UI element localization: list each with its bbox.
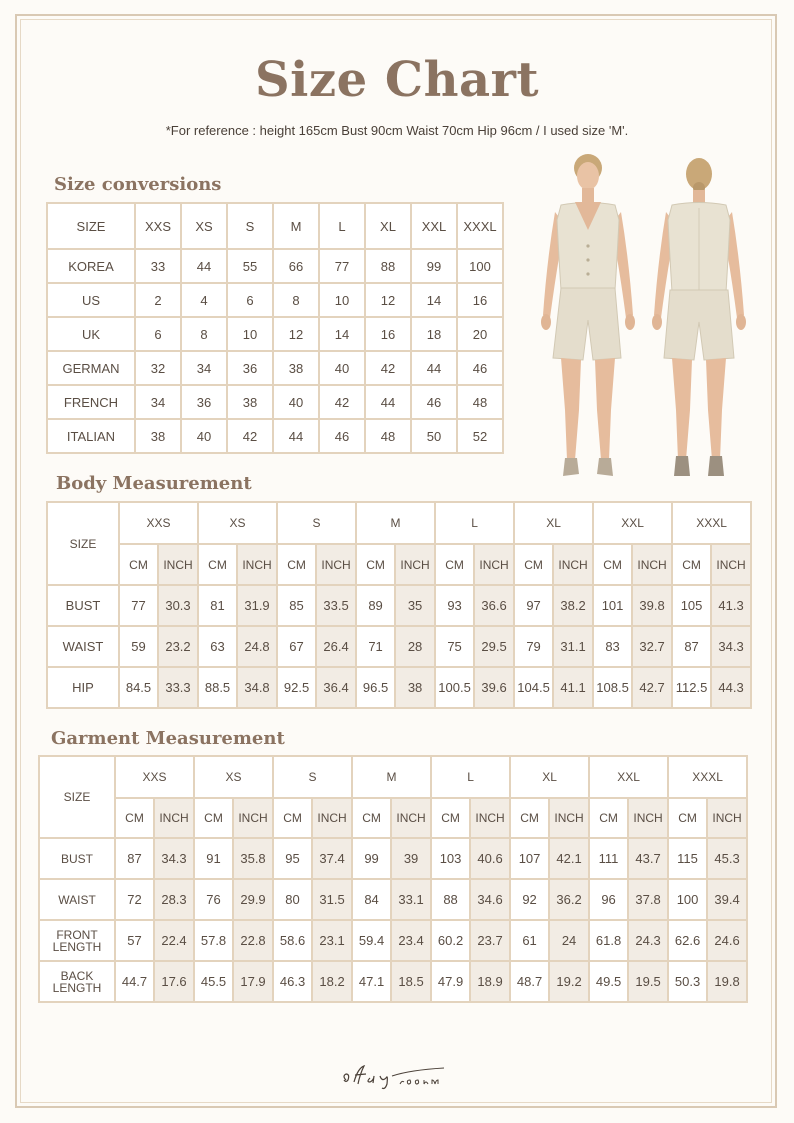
cm-value-cell: 47.9 xyxy=(431,961,470,1002)
table-row xyxy=(47,249,503,283)
conversion-cell: 44 xyxy=(273,419,319,453)
inch-value-cell: 39.8 xyxy=(632,585,672,626)
unit-inch-cell: INCH xyxy=(632,544,672,585)
unit-cm-cell: CM xyxy=(593,544,632,585)
table-row xyxy=(39,961,747,1002)
unit-cm-cell: CM xyxy=(194,798,233,838)
inch-value-cell: 44.3 xyxy=(711,667,751,708)
conversion-cell: 8 xyxy=(273,283,319,317)
inch-value-cell: 34.3 xyxy=(711,626,751,667)
conversion-cell: 42 xyxy=(319,385,365,419)
size-header-cell: M xyxy=(352,756,431,798)
cm-value-cell: 92 xyxy=(510,879,549,920)
inch-value-cell: 33.5 xyxy=(316,585,356,626)
cm-value-cell: 96.5 xyxy=(356,667,395,708)
cm-value-cell: 101 xyxy=(593,585,632,626)
inch-value-cell: 23.1 xyxy=(312,920,352,961)
inch-value-cell: 34.3 xyxy=(154,838,194,879)
unit-cm-cell: CM xyxy=(119,544,158,585)
cm-value-cell: 60.2 xyxy=(431,920,470,961)
conversion-header-row xyxy=(47,203,503,249)
inch-value-cell: 34.6 xyxy=(470,879,510,920)
inch-value-cell: 17.9 xyxy=(233,961,273,1002)
inch-value-cell: 36.2 xyxy=(549,879,589,920)
conversion-cell: 38 xyxy=(273,351,319,385)
unit-inch-cell: INCH xyxy=(711,544,751,585)
inch-value-cell: 36.4 xyxy=(316,667,356,708)
inch-value-cell: 42.1 xyxy=(549,838,589,879)
inch-value-cell: 26.4 xyxy=(316,626,356,667)
size-header-cell: L xyxy=(431,756,510,798)
garment-measurement-heading: Garment Measurement xyxy=(51,728,285,749)
size-header-cell: S xyxy=(277,502,356,544)
measure-label-line2: LENGTH xyxy=(52,939,102,954)
unit-inch-cell: INCH xyxy=(395,544,435,585)
measure-label-line1: BUST xyxy=(60,851,93,866)
cm-value-cell: 79 xyxy=(514,626,553,667)
conversion-cell: 38 xyxy=(227,385,273,419)
body-measurement-table xyxy=(46,501,752,709)
cm-value-cell: 88 xyxy=(431,879,470,920)
unit-header-row xyxy=(39,798,747,838)
inch-value-cell: 32.7 xyxy=(632,626,672,667)
inch-value-cell: 45.3 xyxy=(707,838,747,879)
unit-cm-cell: CM xyxy=(352,798,391,838)
unit-inch-cell: INCH xyxy=(391,798,431,838)
unit-cm-cell: CM xyxy=(198,544,237,585)
cm-value-cell: 100 xyxy=(668,879,707,920)
conversion-cell: 52 xyxy=(457,419,503,453)
conversion-cell: 50 xyxy=(411,419,457,453)
brand-logo xyxy=(340,1058,452,1092)
size-header-row xyxy=(47,502,751,544)
size-header-cell: XS xyxy=(194,756,273,798)
inch-value-cell: 23.2 xyxy=(158,626,198,667)
cm-value-cell: 59.4 xyxy=(352,920,391,961)
conversion-cell: 77 xyxy=(319,249,365,283)
size-header-cell: M xyxy=(356,502,435,544)
cm-value-cell: 111 xyxy=(589,838,628,879)
conversion-cell: 40 xyxy=(273,385,319,419)
unit-inch-cell: INCH xyxy=(549,798,589,838)
conversion-header-cell: XS xyxy=(181,203,227,249)
inch-value-cell: 19.8 xyxy=(707,961,747,1002)
size-header-cell: XXXL xyxy=(668,756,747,798)
measure-label-line1: BACK xyxy=(60,968,94,983)
conversion-header-cell: L xyxy=(319,203,365,249)
unit-inch-cell: INCH xyxy=(707,798,747,838)
size-header-cell: XL xyxy=(514,502,593,544)
inch-value-cell: 29.9 xyxy=(233,879,273,920)
inch-value-cell: 31.1 xyxy=(553,626,593,667)
conversion-cell: 16 xyxy=(365,317,411,351)
size-label: SIZE xyxy=(47,502,119,585)
conversion-cell: 32 xyxy=(135,351,181,385)
unit-inch-cell: INCH xyxy=(316,544,356,585)
conversion-cell: 6 xyxy=(135,317,181,351)
size-header-cell: S xyxy=(273,756,352,798)
reference-note: *For reference : height 165cm Bust 90cm Waist 70cm Hip 96cm / I used size 'M'. xyxy=(165,123,629,138)
conversion-header-cell: SIZE xyxy=(47,203,135,249)
unit-cm-cell: CM xyxy=(589,798,628,838)
conversion-header-cell: XXXL xyxy=(457,203,503,249)
measure-label xyxy=(39,961,115,1002)
inch-value-cell: 36.6 xyxy=(474,585,514,626)
inch-value-cell: 33.3 xyxy=(158,667,198,708)
unit-inch-cell: INCH xyxy=(237,544,277,585)
cm-value-cell: 59 xyxy=(119,626,158,667)
unit-cm-cell: CM xyxy=(668,798,707,838)
cm-value-cell: 85 xyxy=(277,585,316,626)
inch-value-cell: 42.7 xyxy=(632,667,672,708)
cm-value-cell: 48.7 xyxy=(510,961,549,1002)
inch-value-cell: 23.4 xyxy=(391,920,431,961)
inch-value-cell: 35 xyxy=(395,585,435,626)
measure-label-line2: LENGTH xyxy=(52,980,102,995)
inch-value-cell: 24 xyxy=(549,920,589,961)
page-title: Size Chart xyxy=(254,52,540,108)
measure-label: WAIST xyxy=(47,626,119,667)
conversion-cell: 6 xyxy=(227,283,273,317)
inch-value-cell: 34.8 xyxy=(237,667,277,708)
conversion-cell: 40 xyxy=(181,419,227,453)
cm-value-cell: 50.3 xyxy=(668,961,707,1002)
inch-value-cell: 18.5 xyxy=(391,961,431,1002)
conversion-cell: 44 xyxy=(411,351,457,385)
cm-value-cell: 61.8 xyxy=(589,920,628,961)
inch-value-cell: 28.3 xyxy=(154,879,194,920)
cm-value-cell: 95 xyxy=(273,838,312,879)
cm-value-cell: 49.5 xyxy=(589,961,628,1002)
inch-value-cell: 38.2 xyxy=(553,585,593,626)
size-conversions-heading: Size conversions xyxy=(54,174,222,195)
cm-value-cell: 99 xyxy=(352,838,391,879)
size-header-cell: XL xyxy=(510,756,589,798)
garment-measurement-table xyxy=(38,755,748,1003)
size-header-cell: XS xyxy=(198,502,277,544)
conversion-region-label: KOREA xyxy=(47,249,135,283)
inch-value-cell: 37.4 xyxy=(312,838,352,879)
conversion-header-cell: S xyxy=(227,203,273,249)
measure-label-line1: WAIST xyxy=(58,892,96,907)
unit-inch-cell: INCH xyxy=(553,544,593,585)
inch-value-cell: 23.7 xyxy=(470,920,510,961)
inch-value-cell: 41.1 xyxy=(553,667,593,708)
conversion-region-label: US xyxy=(47,283,135,317)
unit-inch-cell: INCH xyxy=(474,544,514,585)
conversion-cell: 100 xyxy=(457,249,503,283)
cm-value-cell: 62.6 xyxy=(668,920,707,961)
cm-value-cell: 45.5 xyxy=(194,961,233,1002)
cm-value-cell: 44.7 xyxy=(115,961,154,1002)
unit-inch-cell: INCH xyxy=(233,798,273,838)
inch-value-cell: 38 xyxy=(395,667,435,708)
unit-inch-cell: INCH xyxy=(158,544,198,585)
conversion-cell: 55 xyxy=(227,249,273,283)
conversion-cell: 34 xyxy=(135,385,181,419)
conversion-cell: 8 xyxy=(181,317,227,351)
conversion-cell: 42 xyxy=(365,351,411,385)
size-header-cell: XXL xyxy=(589,756,668,798)
inch-value-cell: 37.8 xyxy=(628,879,668,920)
inch-value-cell: 40.6 xyxy=(470,838,510,879)
cm-value-cell: 77 xyxy=(119,585,158,626)
size-header-cell: XXXL xyxy=(672,502,751,544)
conversion-cell: 99 xyxy=(411,249,457,283)
size-header-cell: XXS xyxy=(115,756,194,798)
inch-value-cell: 17.6 xyxy=(154,961,194,1002)
conversion-cell: 2 xyxy=(135,283,181,317)
unit-cm-cell: CM xyxy=(510,798,549,838)
inch-value-cell: 39 xyxy=(391,838,431,879)
conversion-region-label: FRENCH xyxy=(47,385,135,419)
unit-inch-cell: INCH xyxy=(628,798,668,838)
conversion-cell: 16 xyxy=(457,283,503,317)
inch-value-cell: 18.2 xyxy=(312,961,352,1002)
table-row xyxy=(47,585,751,626)
cm-value-cell: 80 xyxy=(273,879,312,920)
size-label: SIZE xyxy=(39,756,115,838)
inch-value-cell: 24.8 xyxy=(237,626,277,667)
cm-value-cell: 83 xyxy=(593,626,632,667)
table-row xyxy=(47,283,503,317)
conversion-cell: 33 xyxy=(135,249,181,283)
table-row xyxy=(47,351,503,385)
cm-value-cell: 67 xyxy=(277,626,316,667)
conversion-region-label: GERMAN xyxy=(47,351,135,385)
inch-value-cell: 33.1 xyxy=(391,879,431,920)
size-header-row xyxy=(39,756,747,798)
cm-value-cell: 92.5 xyxy=(277,667,316,708)
cm-value-cell: 88.5 xyxy=(198,667,237,708)
size-header-cell: XXS xyxy=(119,502,198,544)
conversion-cell: 10 xyxy=(319,283,365,317)
unit-cm-cell: CM xyxy=(277,544,316,585)
unit-inch-cell: INCH xyxy=(470,798,510,838)
cm-value-cell: 72 xyxy=(115,879,154,920)
conversion-cell: 46 xyxy=(411,385,457,419)
conversion-header-cell: XL xyxy=(365,203,411,249)
cm-value-cell: 58.6 xyxy=(273,920,312,961)
inch-value-cell: 31.5 xyxy=(312,879,352,920)
size-conversions-table xyxy=(46,202,504,454)
cm-value-cell: 105 xyxy=(672,585,711,626)
cm-value-cell: 112.5 xyxy=(672,667,711,708)
inch-value-cell: 29.5 xyxy=(474,626,514,667)
size-header-cell: L xyxy=(435,502,514,544)
unit-cm-cell: CM xyxy=(356,544,395,585)
unit-inch-cell: INCH xyxy=(154,798,194,838)
conversion-cell: 44 xyxy=(365,385,411,419)
conversion-cell: 46 xyxy=(457,351,503,385)
inch-value-cell: 43.7 xyxy=(628,838,668,879)
table-row xyxy=(47,626,751,667)
inch-value-cell: 18.9 xyxy=(470,961,510,1002)
cm-value-cell: 84 xyxy=(352,879,391,920)
cm-value-cell: 87 xyxy=(115,838,154,879)
conversion-cell: 48 xyxy=(365,419,411,453)
inch-value-cell: 31.9 xyxy=(237,585,277,626)
measure-label xyxy=(39,879,115,920)
measure-label xyxy=(39,920,115,961)
cm-value-cell: 96 xyxy=(589,879,628,920)
conversion-cell: 66 xyxy=(273,249,319,283)
conversion-cell: 20 xyxy=(457,317,503,351)
measure-label: HIP xyxy=(47,667,119,708)
conversion-header-cell: XXL xyxy=(411,203,457,249)
unit-cm-cell: CM xyxy=(431,798,470,838)
conversion-header-cell: M xyxy=(273,203,319,249)
inch-value-cell: 24.3 xyxy=(628,920,668,961)
unit-cm-cell: CM xyxy=(115,798,154,838)
cm-value-cell: 93 xyxy=(435,585,474,626)
unit-cm-cell: CM xyxy=(273,798,312,838)
cm-value-cell: 57 xyxy=(115,920,154,961)
model-back-figure xyxy=(646,150,752,482)
inch-value-cell: 24.6 xyxy=(707,920,747,961)
cm-value-cell: 115 xyxy=(668,838,707,879)
conversion-cell: 48 xyxy=(457,385,503,419)
conversion-cell: 36 xyxy=(181,385,227,419)
conversion-region-label: ITALIAN xyxy=(47,419,135,453)
model-front-figure xyxy=(533,150,643,482)
unit-header-row xyxy=(47,544,751,585)
conversion-cell: 10 xyxy=(227,317,273,351)
conversion-cell: 44 xyxy=(181,249,227,283)
inch-value-cell: 19.2 xyxy=(549,961,589,1002)
inch-value-cell: 28 xyxy=(395,626,435,667)
cm-value-cell: 84.5 xyxy=(119,667,158,708)
conversion-cell: 36 xyxy=(227,351,273,385)
conversion-cell: 4 xyxy=(181,283,227,317)
conversion-cell: 42 xyxy=(227,419,273,453)
cm-value-cell: 108.5 xyxy=(593,667,632,708)
cm-value-cell: 47.1 xyxy=(352,961,391,1002)
cm-value-cell: 104.5 xyxy=(514,667,553,708)
cm-value-cell: 89 xyxy=(356,585,395,626)
conversion-cell: 14 xyxy=(411,283,457,317)
inch-value-cell: 35.8 xyxy=(233,838,273,879)
cm-value-cell: 81 xyxy=(198,585,237,626)
inch-value-cell: 19.5 xyxy=(628,961,668,1002)
table-row xyxy=(47,385,503,419)
conversion-cell: 38 xyxy=(135,419,181,453)
inch-value-cell: 30.3 xyxy=(158,585,198,626)
measure-label xyxy=(39,838,115,879)
cm-value-cell: 71 xyxy=(356,626,395,667)
cm-value-cell: 63 xyxy=(198,626,237,667)
conversion-header-cell: XXS xyxy=(135,203,181,249)
table-row xyxy=(39,920,747,961)
conversion-cell: 88 xyxy=(365,249,411,283)
table-row xyxy=(39,879,747,920)
table-row xyxy=(47,419,503,453)
inch-value-cell: 22.4 xyxy=(154,920,194,961)
cm-value-cell: 87 xyxy=(672,626,711,667)
table-row xyxy=(39,838,747,879)
inch-value-cell: 39.6 xyxy=(474,667,514,708)
cm-value-cell: 91 xyxy=(194,838,233,879)
cm-value-cell: 100.5 xyxy=(435,667,474,708)
cm-value-cell: 46.3 xyxy=(273,961,312,1002)
table-row xyxy=(47,317,503,351)
cm-value-cell: 61 xyxy=(510,920,549,961)
inch-value-cell: 39.4 xyxy=(707,879,747,920)
conversion-cell: 40 xyxy=(319,351,365,385)
inch-value-cell: 22.8 xyxy=(233,920,273,961)
cm-value-cell: 107 xyxy=(510,838,549,879)
conversion-cell: 14 xyxy=(319,317,365,351)
unit-cm-cell: CM xyxy=(514,544,553,585)
cm-value-cell: 76 xyxy=(194,879,233,920)
unit-inch-cell: INCH xyxy=(312,798,352,838)
table-row xyxy=(47,667,751,708)
size-header-cell: XXL xyxy=(593,502,672,544)
cm-value-cell: 57.8 xyxy=(194,920,233,961)
conversion-cell: 12 xyxy=(273,317,319,351)
cm-value-cell: 97 xyxy=(514,585,553,626)
cm-value-cell: 103 xyxy=(431,838,470,879)
cm-value-cell: 75 xyxy=(435,626,474,667)
conversion-cell: 12 xyxy=(365,283,411,317)
conversion-cell: 18 xyxy=(411,317,457,351)
measure-label-line1: FRONT xyxy=(56,927,98,942)
inch-value-cell: 41.3 xyxy=(711,585,751,626)
body-measurement-heading: Body Measurement xyxy=(56,473,252,494)
unit-cm-cell: CM xyxy=(435,544,474,585)
measure-label: BUST xyxy=(47,585,119,626)
conversion-cell: 34 xyxy=(181,351,227,385)
conversion-cell: 46 xyxy=(319,419,365,453)
conversion-region-label: UK xyxy=(47,317,135,351)
unit-cm-cell: CM xyxy=(672,544,711,585)
